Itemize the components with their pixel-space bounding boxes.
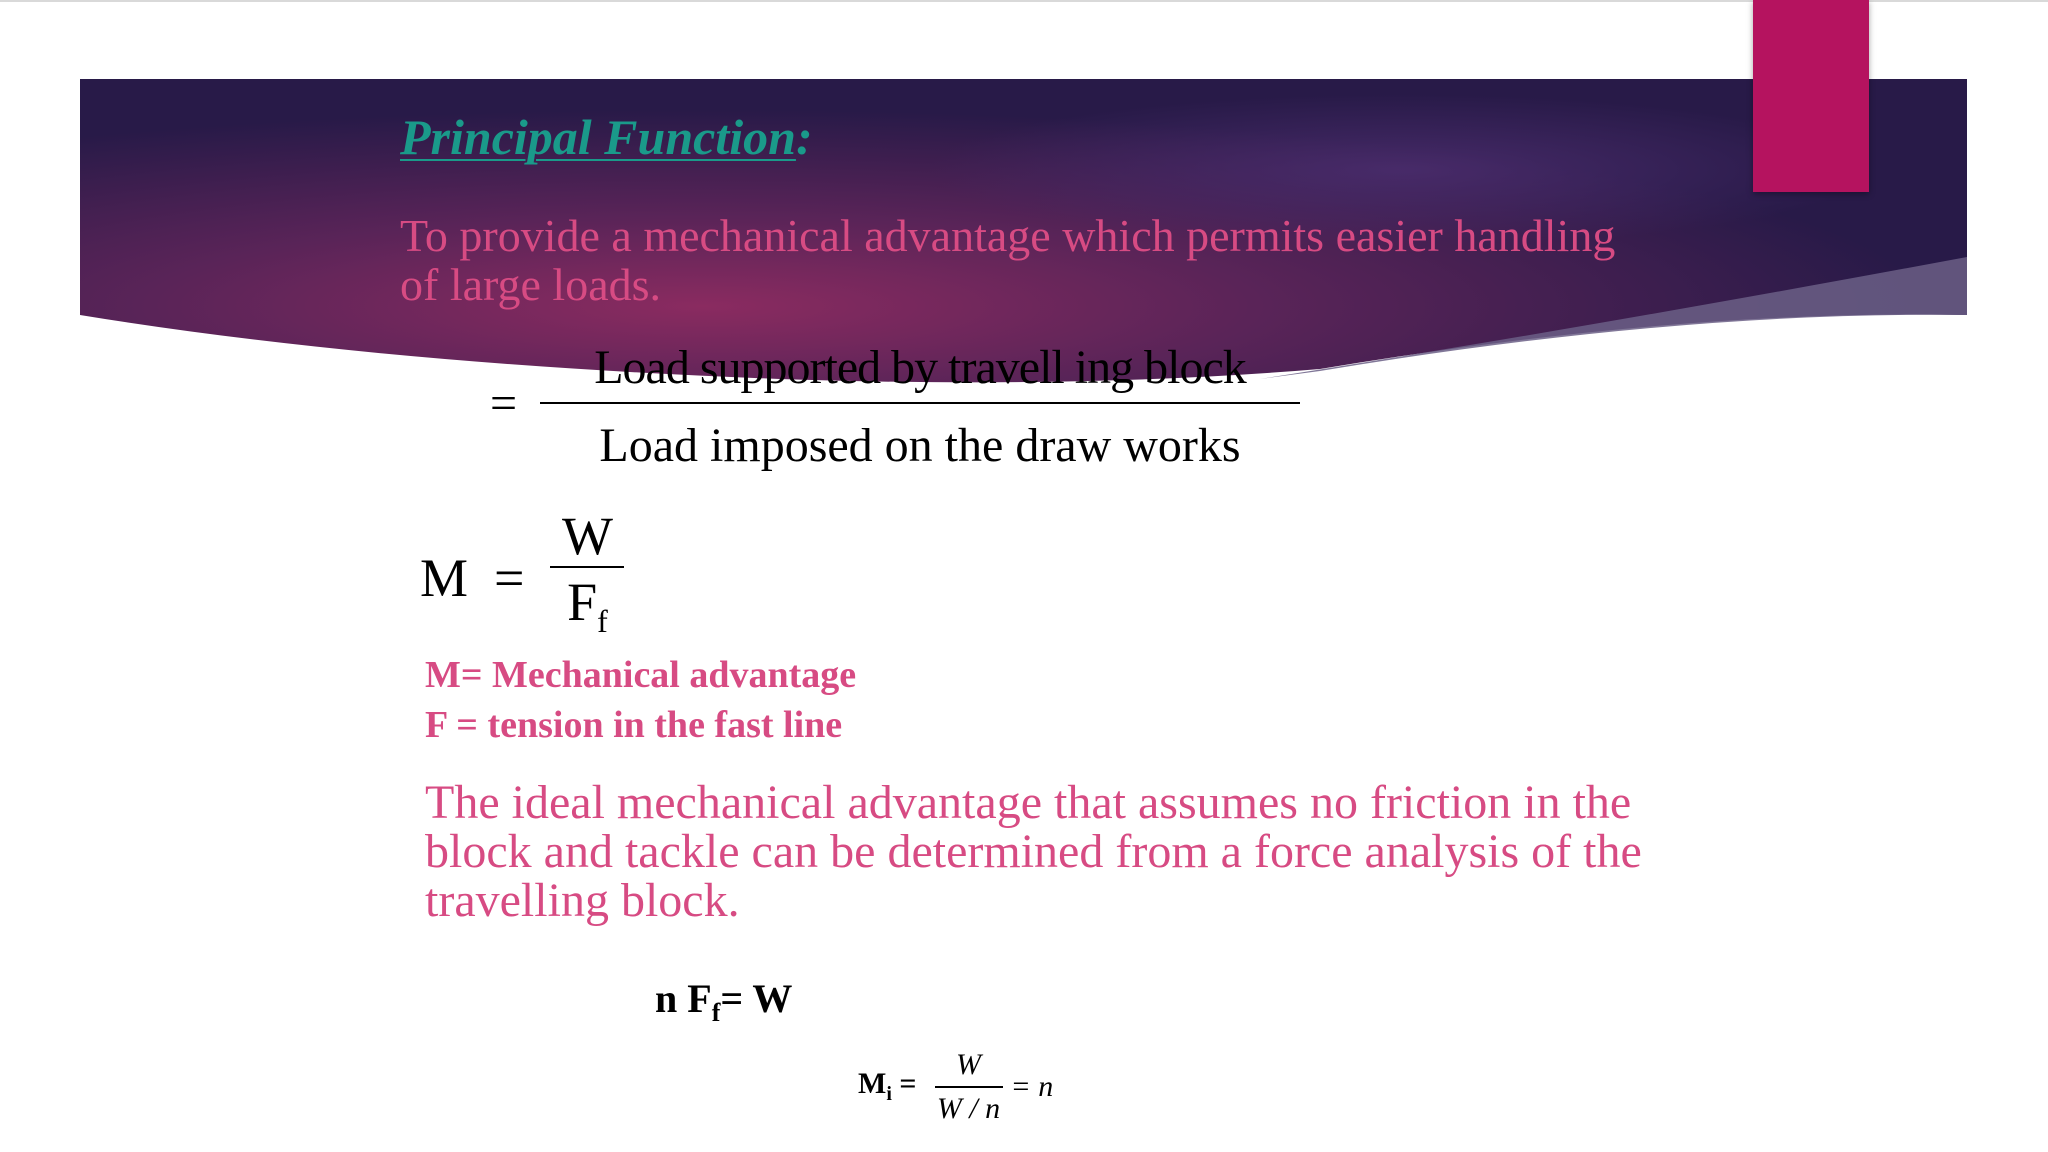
force-eq-pre: n F: [655, 976, 712, 1021]
ratio-fraction: [540, 340, 1300, 474]
ideal-eq-lhs-equals: =: [891, 1067, 917, 1101]
m-denominator-sub: f: [597, 602, 608, 639]
m-fraction: [550, 508, 624, 649]
ideal-advantage-text: The ideal mechanical advantage that assumes no friction in the block and tackle can be determined from a force analysis of the travelling block.: [425, 776, 1642, 927]
m-denominator-base: F: [567, 572, 598, 632]
ideal-eq-rhs: = n: [1010, 1069, 1054, 1103]
slide-heading: [400, 108, 813, 166]
heading-colon: :: [795, 109, 813, 165]
m-denominator: [567, 574, 608, 649]
heading-text: Principal Function: [400, 109, 796, 165]
definition-f: F = tension in the fast line: [425, 704, 843, 746]
m-numerator: W: [562, 506, 613, 566]
ideal-eq-lhs: [858, 1067, 917, 1106]
ratio-equals: =: [490, 377, 518, 430]
definition-m: M= Mechanical advantage: [425, 654, 857, 696]
ratio-numerator: Load supported by travell ing block: [594, 341, 1246, 394]
intro-text: To provide a mechanical advantage which permits easier handling of large loads.: [400, 210, 1616, 310]
ideal-eq-fraction: [935, 1048, 1003, 1126]
ratio-bar: [540, 402, 1300, 404]
ideal-eq-lhs-base: M: [858, 1067, 887, 1101]
m-equals: =: [494, 548, 525, 609]
ideal-eq-bar: [935, 1086, 1003, 1088]
mechanical-advantage-formula: [420, 508, 624, 649]
m-fraction-bar: [550, 566, 624, 568]
force-eq-post: = W: [720, 976, 793, 1021]
ideal-eq-lhs-sub: i: [886, 1083, 892, 1106]
force-equation: [655, 975, 792, 1028]
ideal-eq-denominator: W / n: [936, 1091, 1001, 1125]
accent-tab: [1753, 0, 1869, 192]
m-symbol: M: [420, 548, 469, 609]
top-divider: [0, 0, 2048, 2]
definitions: [425, 650, 856, 750]
ideal-equation: [858, 1048, 1053, 1126]
force-eq-sub: f: [711, 998, 721, 1027]
ratio-denominator: Load imposed on the draw works: [599, 419, 1241, 472]
ideal-eq-numerator: W: [956, 1048, 981, 1081]
